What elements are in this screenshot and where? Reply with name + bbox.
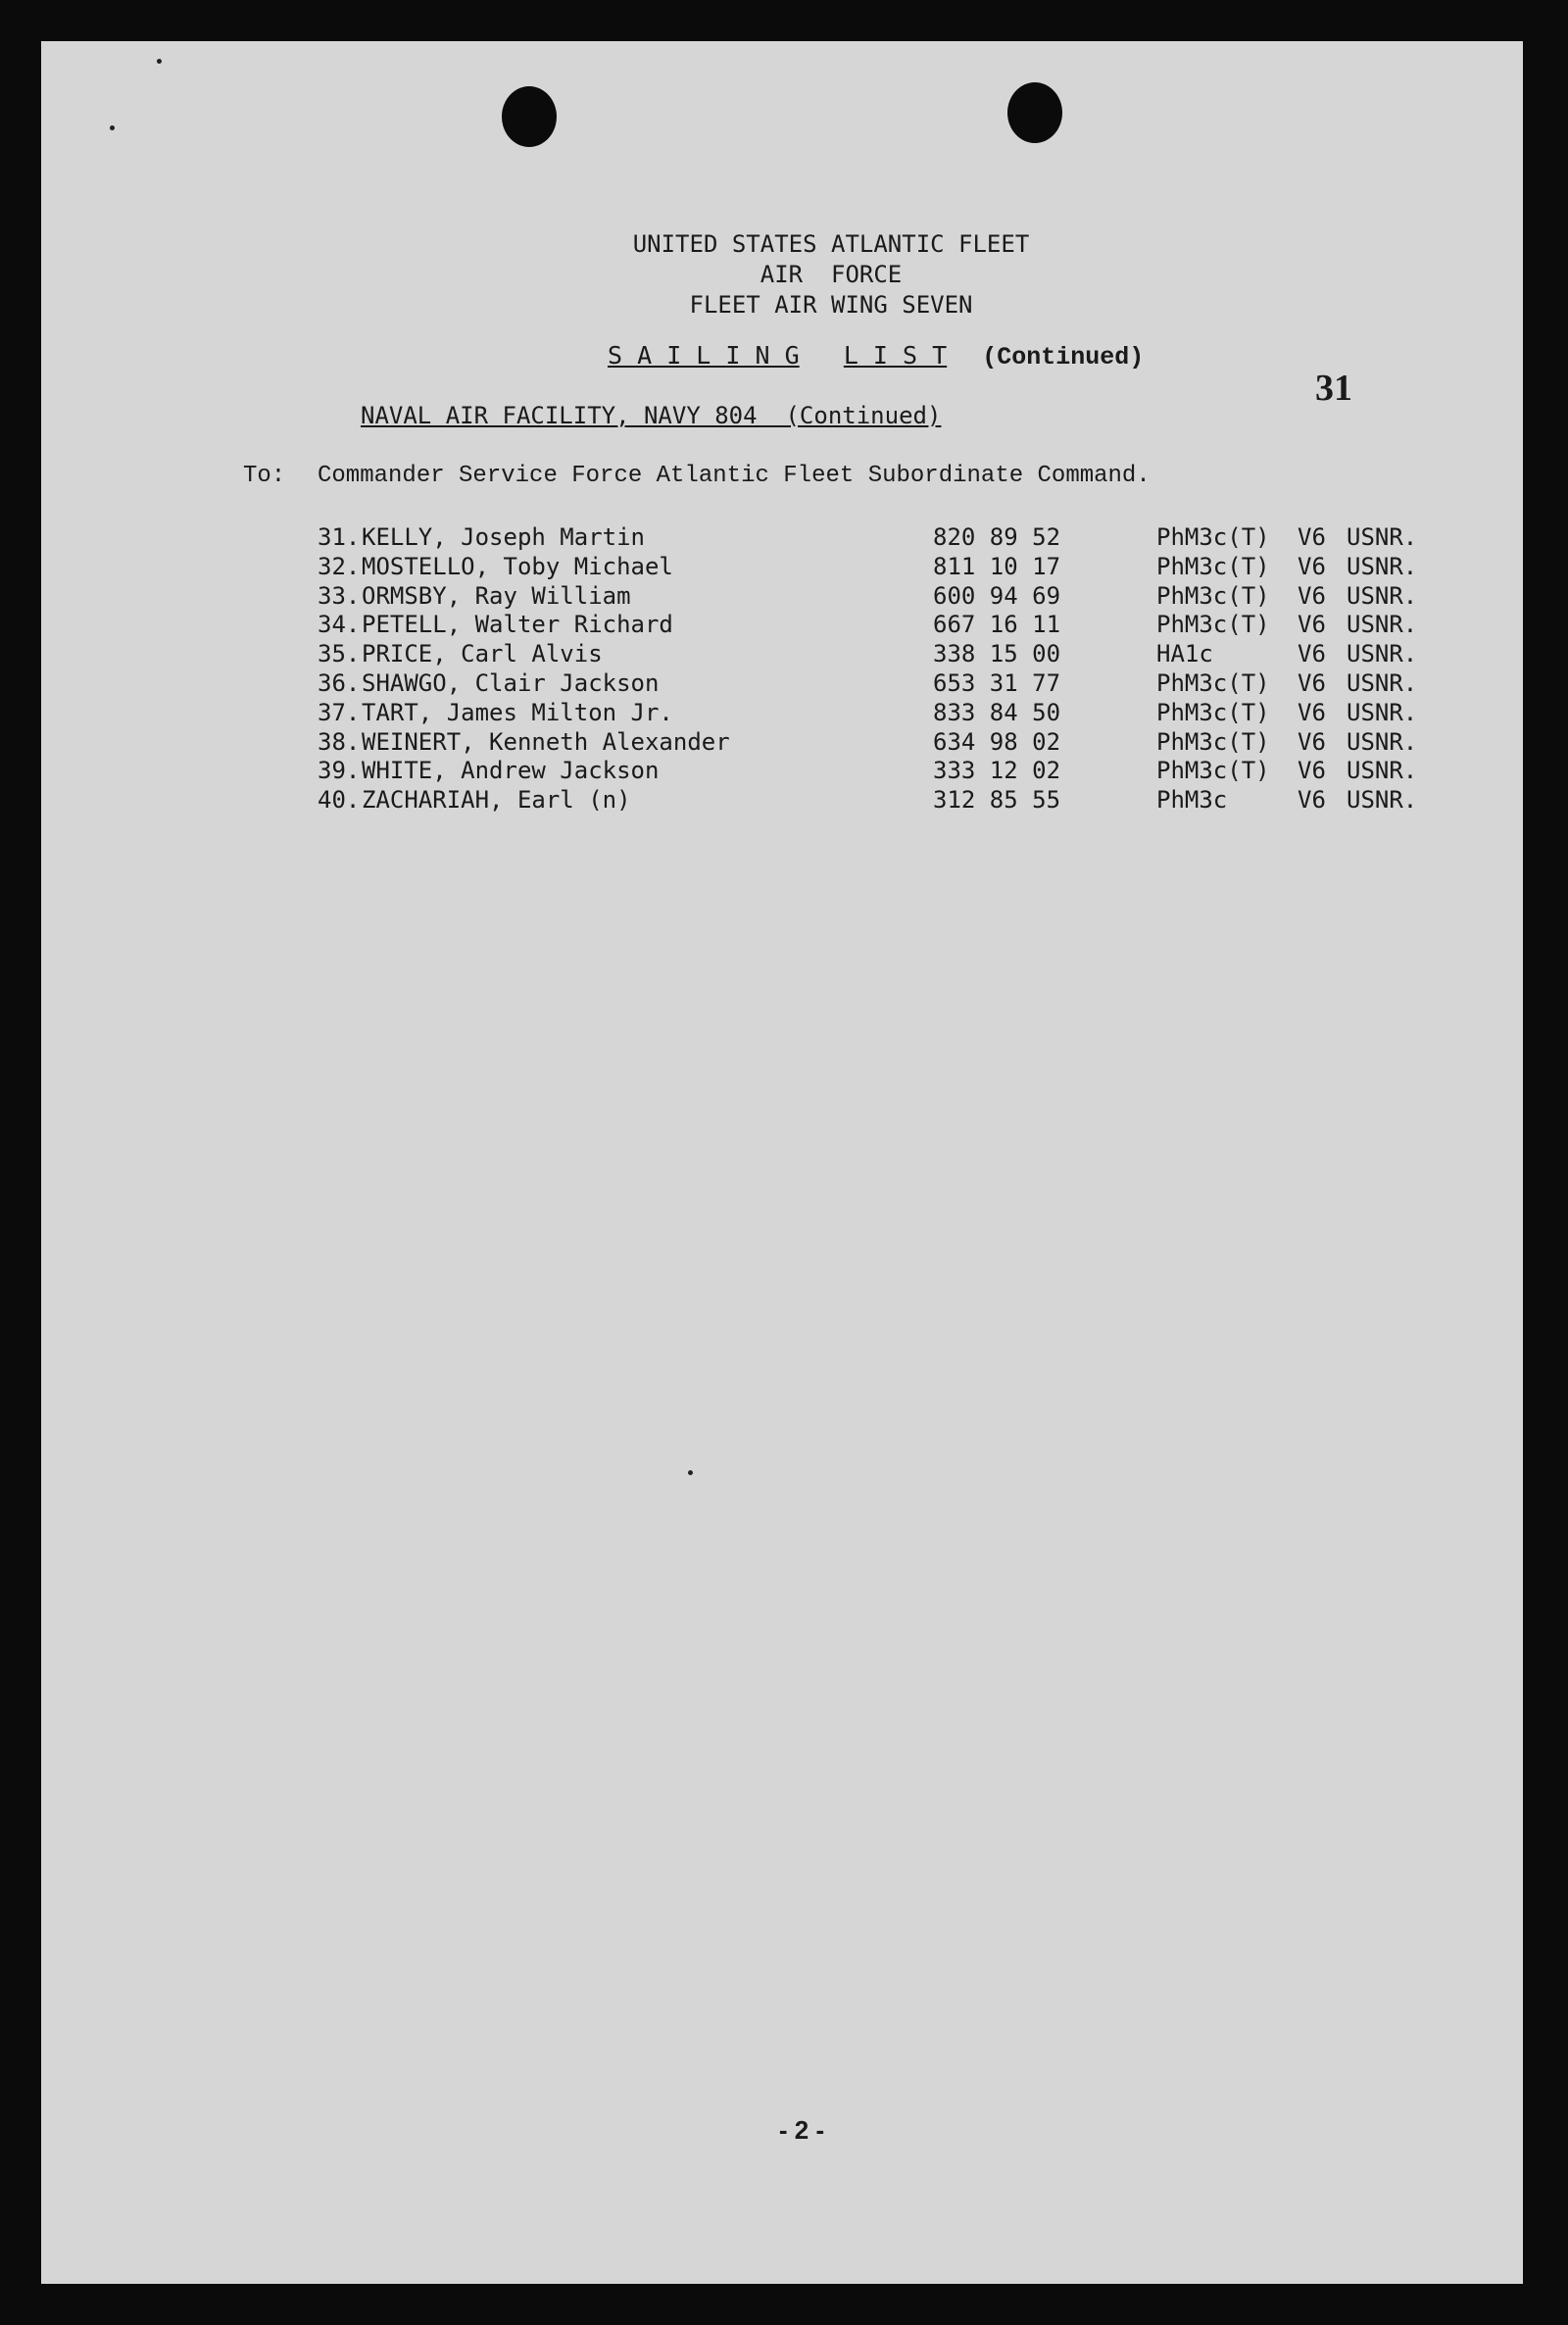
title-word-list: L I S T bbox=[843, 341, 948, 370]
entry-rate: PhM3c(T) bbox=[1156, 581, 1270, 610]
entry-class: V6 bbox=[1298, 786, 1326, 815]
entry-class: V6 bbox=[1298, 640, 1326, 668]
entry-rate: PhM3c(T) bbox=[1156, 552, 1270, 580]
entry-branch: USNR. bbox=[1347, 727, 1418, 756]
entry-rate: PhM3c(T) bbox=[1156, 727, 1270, 756]
entry-name: ORMSBY, Ray William bbox=[362, 581, 631, 610]
to-label: To: bbox=[243, 463, 286, 489]
entry-class: V6 bbox=[1298, 757, 1326, 785]
entry-serial: 833 84 50 bbox=[933, 698, 1061, 726]
entry-class: V6 bbox=[1298, 523, 1326, 551]
list-item bbox=[318, 611, 1418, 640]
list-item bbox=[318, 757, 1418, 786]
letterhead-force: AIR FORCE bbox=[760, 261, 903, 288]
page-number: 31 bbox=[1315, 368, 1352, 409]
entry-serial: 333 12 02 bbox=[933, 757, 1061, 785]
list-item bbox=[318, 640, 1418, 669]
list-item bbox=[318, 727, 1418, 758]
title-continued: (Continued) bbox=[982, 343, 1145, 371]
entry-name: ZACHARIAH, Earl (n) bbox=[362, 786, 631, 815]
facility-heading: NAVAL AIR FACILITY, NAVY 804 (Continued) bbox=[361, 402, 942, 429]
entry-class: V6 bbox=[1298, 727, 1326, 756]
addressee-line bbox=[243, 463, 1151, 489]
entry-serial: 653 31 77 bbox=[933, 668, 1061, 697]
entry-serial: 667 16 11 bbox=[933, 611, 1061, 639]
entry-name: SHAWGO, Clair Jackson bbox=[362, 668, 660, 697]
entry-rate: PhM3c(T) bbox=[1156, 757, 1270, 785]
entry-name: MOSTELLO, Toby Michael bbox=[362, 552, 673, 580]
entry-serial: 634 98 02 bbox=[933, 727, 1061, 756]
punch-hole-left bbox=[502, 86, 557, 147]
entry-number: 36. bbox=[318, 668, 361, 697]
entry-branch: USNR. bbox=[1347, 786, 1418, 815]
entry-class: V6 bbox=[1298, 698, 1326, 726]
entry-class: V6 bbox=[1298, 668, 1326, 697]
list-item bbox=[318, 698, 1418, 728]
entry-number: 40. bbox=[318, 786, 361, 815]
list-item bbox=[318, 523, 1418, 553]
entry-number: 33. bbox=[318, 581, 361, 610]
entry-rate: PhM3c(T) bbox=[1156, 698, 1270, 726]
entry-number: 31. bbox=[318, 523, 361, 551]
entry-serial: 811 10 17 bbox=[933, 552, 1061, 580]
entry-branch: USNR. bbox=[1347, 668, 1418, 697]
entry-rate: PhM3c(T) bbox=[1156, 611, 1270, 639]
document-title bbox=[608, 341, 1144, 371]
entry-serial: 600 94 69 bbox=[933, 581, 1061, 610]
entry-rate: PhM3c(T) bbox=[1156, 523, 1270, 551]
entry-rate: PhM3c(T) bbox=[1156, 668, 1270, 697]
entry-branch: USNR. bbox=[1347, 611, 1418, 639]
entry-name: PRICE, Carl Alvis bbox=[362, 640, 603, 668]
entry-class: V6 bbox=[1298, 552, 1326, 580]
entry-serial: 338 15 00 bbox=[933, 640, 1061, 668]
letterhead-wing: FLEET AIR WING SEVEN bbox=[689, 291, 973, 319]
list-item bbox=[318, 786, 1418, 816]
entry-name: PETELL, Walter Richard bbox=[362, 611, 673, 639]
punch-hole-right bbox=[1007, 82, 1062, 143]
entry-name: KELLY, Joseph Martin bbox=[362, 523, 645, 551]
entry-branch: USNR. bbox=[1347, 757, 1418, 785]
entry-serial: 312 85 55 bbox=[933, 786, 1061, 815]
list-item bbox=[318, 552, 1418, 582]
entry-name: WEINERT, Kenneth Alexander bbox=[362, 727, 730, 756]
entry-number: 35. bbox=[318, 640, 361, 668]
entry-class: V6 bbox=[1298, 581, 1326, 610]
addressee-text: Commander Service Force Atlantic Fleet Subordinate Command. bbox=[318, 463, 1151, 489]
letterhead-fleet: UNITED STATES ATLANTIC FLEET bbox=[632, 230, 1030, 258]
entry-number: 38. bbox=[318, 727, 361, 756]
ink-speck bbox=[110, 125, 115, 130]
roster-list bbox=[318, 523, 1418, 816]
list-item bbox=[318, 668, 1418, 699]
entry-rate: HA1c bbox=[1156, 640, 1213, 668]
entry-number: 37. bbox=[318, 698, 361, 726]
document-page bbox=[41, 41, 1523, 2284]
entry-class: V6 bbox=[1298, 611, 1326, 639]
list-item bbox=[318, 581, 1418, 612]
entry-rate: PhM3c bbox=[1156, 786, 1228, 815]
entry-number: 32. bbox=[318, 552, 361, 580]
letterhead bbox=[41, 229, 1523, 321]
entry-branch: USNR. bbox=[1347, 523, 1418, 551]
entry-number: 34. bbox=[318, 611, 361, 639]
entry-branch: USNR. bbox=[1347, 640, 1418, 668]
entry-branch: USNR. bbox=[1347, 698, 1418, 726]
entry-name: WHITE, Andrew Jackson bbox=[362, 757, 660, 785]
entry-number: 39. bbox=[318, 757, 361, 785]
entry-name: TART, James Milton Jr. bbox=[362, 698, 673, 726]
entry-branch: USNR. bbox=[1347, 552, 1418, 580]
ink-speck bbox=[688, 1470, 693, 1475]
ink-speck bbox=[157, 59, 162, 64]
entry-serial: 820 89 52 bbox=[933, 523, 1061, 551]
entry-branch: USNR. bbox=[1347, 581, 1418, 610]
page-footer-number: - 2 - bbox=[778, 2115, 825, 2145]
title-word-sailing: S A I L I N G bbox=[608, 341, 800, 370]
